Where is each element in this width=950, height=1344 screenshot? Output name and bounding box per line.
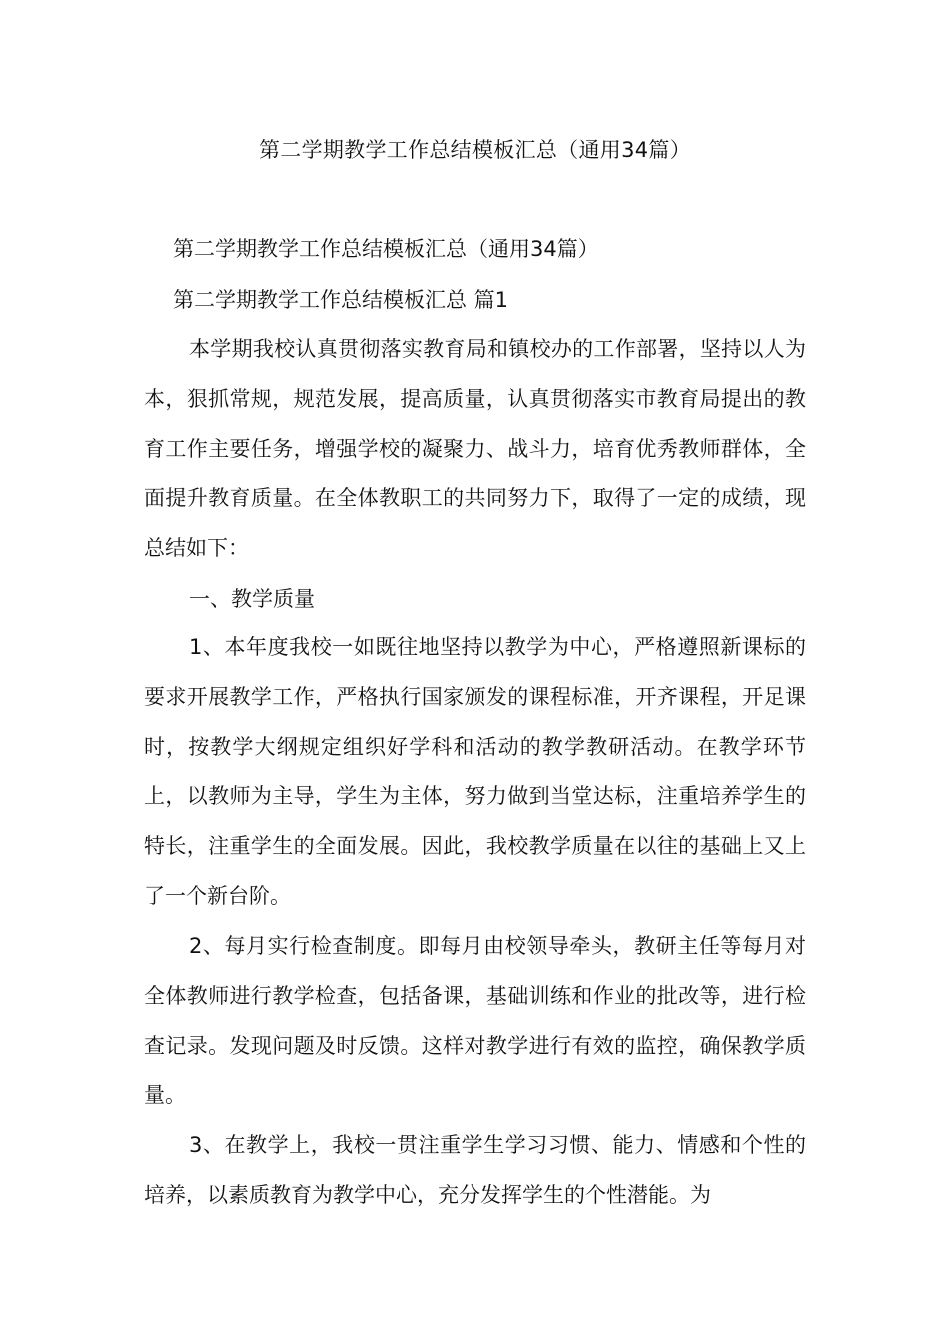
intro-paragraph: 本学期我校认真贯彻落实教育局和镇校办的工作部署，坚持以人为本，狠抓常规，规范发展，提高质量，认真贯彻落实市教育局提出的教育工作主要任务，增强学校的凝聚力、战斗力，培育优秀教师群体，全面提升教育质量。在全体教职工的共同努力下，取得了一定的成绩，现总结如下：: [144, 337, 806, 561]
section-heading-teaching-quality: 一、教学质量: [189, 587, 315, 611]
article-heading: 第二学期教学工作总结模板汇总 篇1: [173, 288, 509, 312]
paragraph-item-2: 2、每月实行检查制度。即每月由校领导牵头，教研主任等每月对全体教师进行教学检查，包括备课，基础训练和作业的批改等，进行检查记录。发现问题及时反馈。这样对教学进行有效的监控，确保教学质量。: [144, 934, 806, 1108]
paragraph-item-3: 3、在教学上，我校一贯注重学生学习习惯、能力、情感和个性的培养，以素质教育为教学中心，充分发挥学生的个性潜能。为: [144, 1133, 806, 1207]
paragraph-item-1: 1、本年度我校一如既往地坚持以教学为中心，严格遵照新课标的要求开展教学工作，严格执行国家颁发的课程标准，开齐课程，开足课时，按教学大纲规定组织好学科和活动的教学教研活动。在教学环节上，以教师为主导，学生为主体，努力做到当堂达标，注重培养学生的特长，注重学生的全面发展。因此，我校教学质量在以往的基础上又上了一个新台阶。: [144, 635, 806, 908]
document-title: 第二学期教学工作总结模板汇总（通用34篇）: [258, 138, 692, 162]
document-subtitle: 第二学期教学工作总结模板汇总（通用34篇）: [173, 237, 599, 261]
